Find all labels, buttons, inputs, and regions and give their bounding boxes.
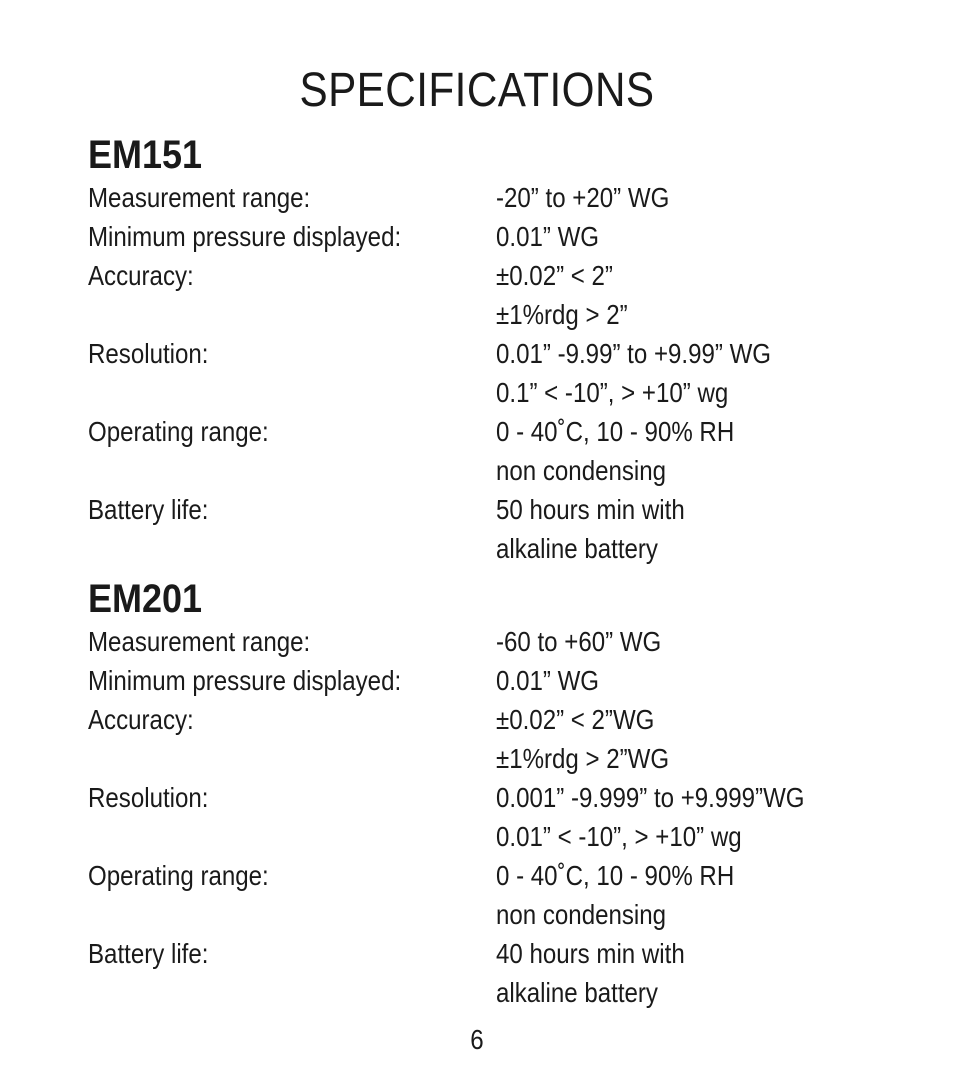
spec-values — [496, 661, 928, 700]
spec-row — [88, 412, 928, 490]
spec-value: -20” to +20” WG — [496, 182, 670, 213]
spec-value: 0.01” < -10”, > +10” wg — [496, 821, 742, 852]
spec-label: Operating range: — [88, 416, 269, 447]
spec-label: Measurement range: — [88, 182, 311, 213]
spec-values — [496, 778, 928, 856]
spec-value: 0.001” -9.999” to +9.999”WG — [496, 782, 805, 813]
spec-value: 50 hours min with — [496, 494, 685, 525]
spec-list — [88, 622, 928, 1012]
spec-value: 0.01” WG — [496, 665, 600, 696]
spec-label: Operating range: — [88, 860, 269, 891]
spec-value: -60 to +60” WG — [496, 626, 662, 657]
spec-label: Resolution: — [88, 338, 209, 369]
spec-value: 0 - 40˚C, 10 - 90% RH — [496, 416, 735, 447]
spec-values — [496, 412, 928, 490]
spec-label: Battery life: — [88, 494, 209, 525]
spec-values — [496, 178, 928, 217]
spec-label: Accuracy: — [88, 704, 194, 735]
spec-values — [496, 256, 928, 334]
spec-values — [496, 490, 928, 568]
spec-label: Accuracy: — [88, 260, 194, 291]
spec-value: ±0.02” < 2” — [496, 260, 613, 291]
spec-row — [88, 622, 928, 661]
spec-values — [496, 217, 928, 256]
spec-value: 0.01” WG — [496, 221, 600, 252]
spec-row — [88, 256, 928, 334]
spec-value: non condensing — [496, 899, 667, 930]
spec-values — [496, 700, 928, 778]
section-title: EM151 — [88, 133, 203, 177]
spec-row — [88, 934, 928, 1012]
spec-values — [496, 934, 928, 1012]
spec-value: 0 - 40˚C, 10 - 90% RH — [496, 860, 735, 891]
spec-row — [88, 778, 928, 856]
spec-value: 0.1” < -10”, > +10” wg — [496, 377, 729, 408]
spec-row — [88, 217, 928, 256]
spec-values — [496, 856, 928, 934]
spec-row — [88, 700, 928, 778]
spec-row — [88, 661, 928, 700]
spec-label: Minimum pressure displayed: — [88, 221, 402, 252]
spec-values — [496, 334, 928, 412]
page-title: SPECIFICATIONS — [299, 64, 655, 117]
spec-value: ±1%rdg > 2” — [496, 299, 628, 330]
spec-label: Measurement range: — [88, 626, 311, 657]
spec-value: 0.01” -9.99” to +9.99” WG — [496, 338, 772, 369]
section-em201 — [88, 576, 928, 1012]
page-number: 6 — [470, 1024, 484, 1055]
spec-list — [88, 178, 928, 568]
spec-value: 40 hours min with — [496, 938, 685, 969]
spec-value: ±0.02” < 2”WG — [496, 704, 655, 735]
spec-row — [88, 490, 928, 568]
spec-row — [88, 856, 928, 934]
spec-label: Minimum pressure displayed: — [88, 665, 402, 696]
spec-value: alkaline battery — [496, 977, 658, 1008]
spec-values — [496, 622, 928, 661]
spec-row — [88, 334, 928, 412]
spec-value: non condensing — [496, 455, 667, 486]
spec-label: Battery life: — [88, 938, 209, 969]
spec-label: Resolution: — [88, 782, 209, 813]
section-title: EM201 — [88, 577, 203, 621]
spec-value: alkaline battery — [496, 533, 658, 564]
section-em151 — [88, 132, 928, 568]
spec-value: ±1%rdg > 2”WG — [496, 743, 670, 774]
spec-row — [88, 178, 928, 217]
